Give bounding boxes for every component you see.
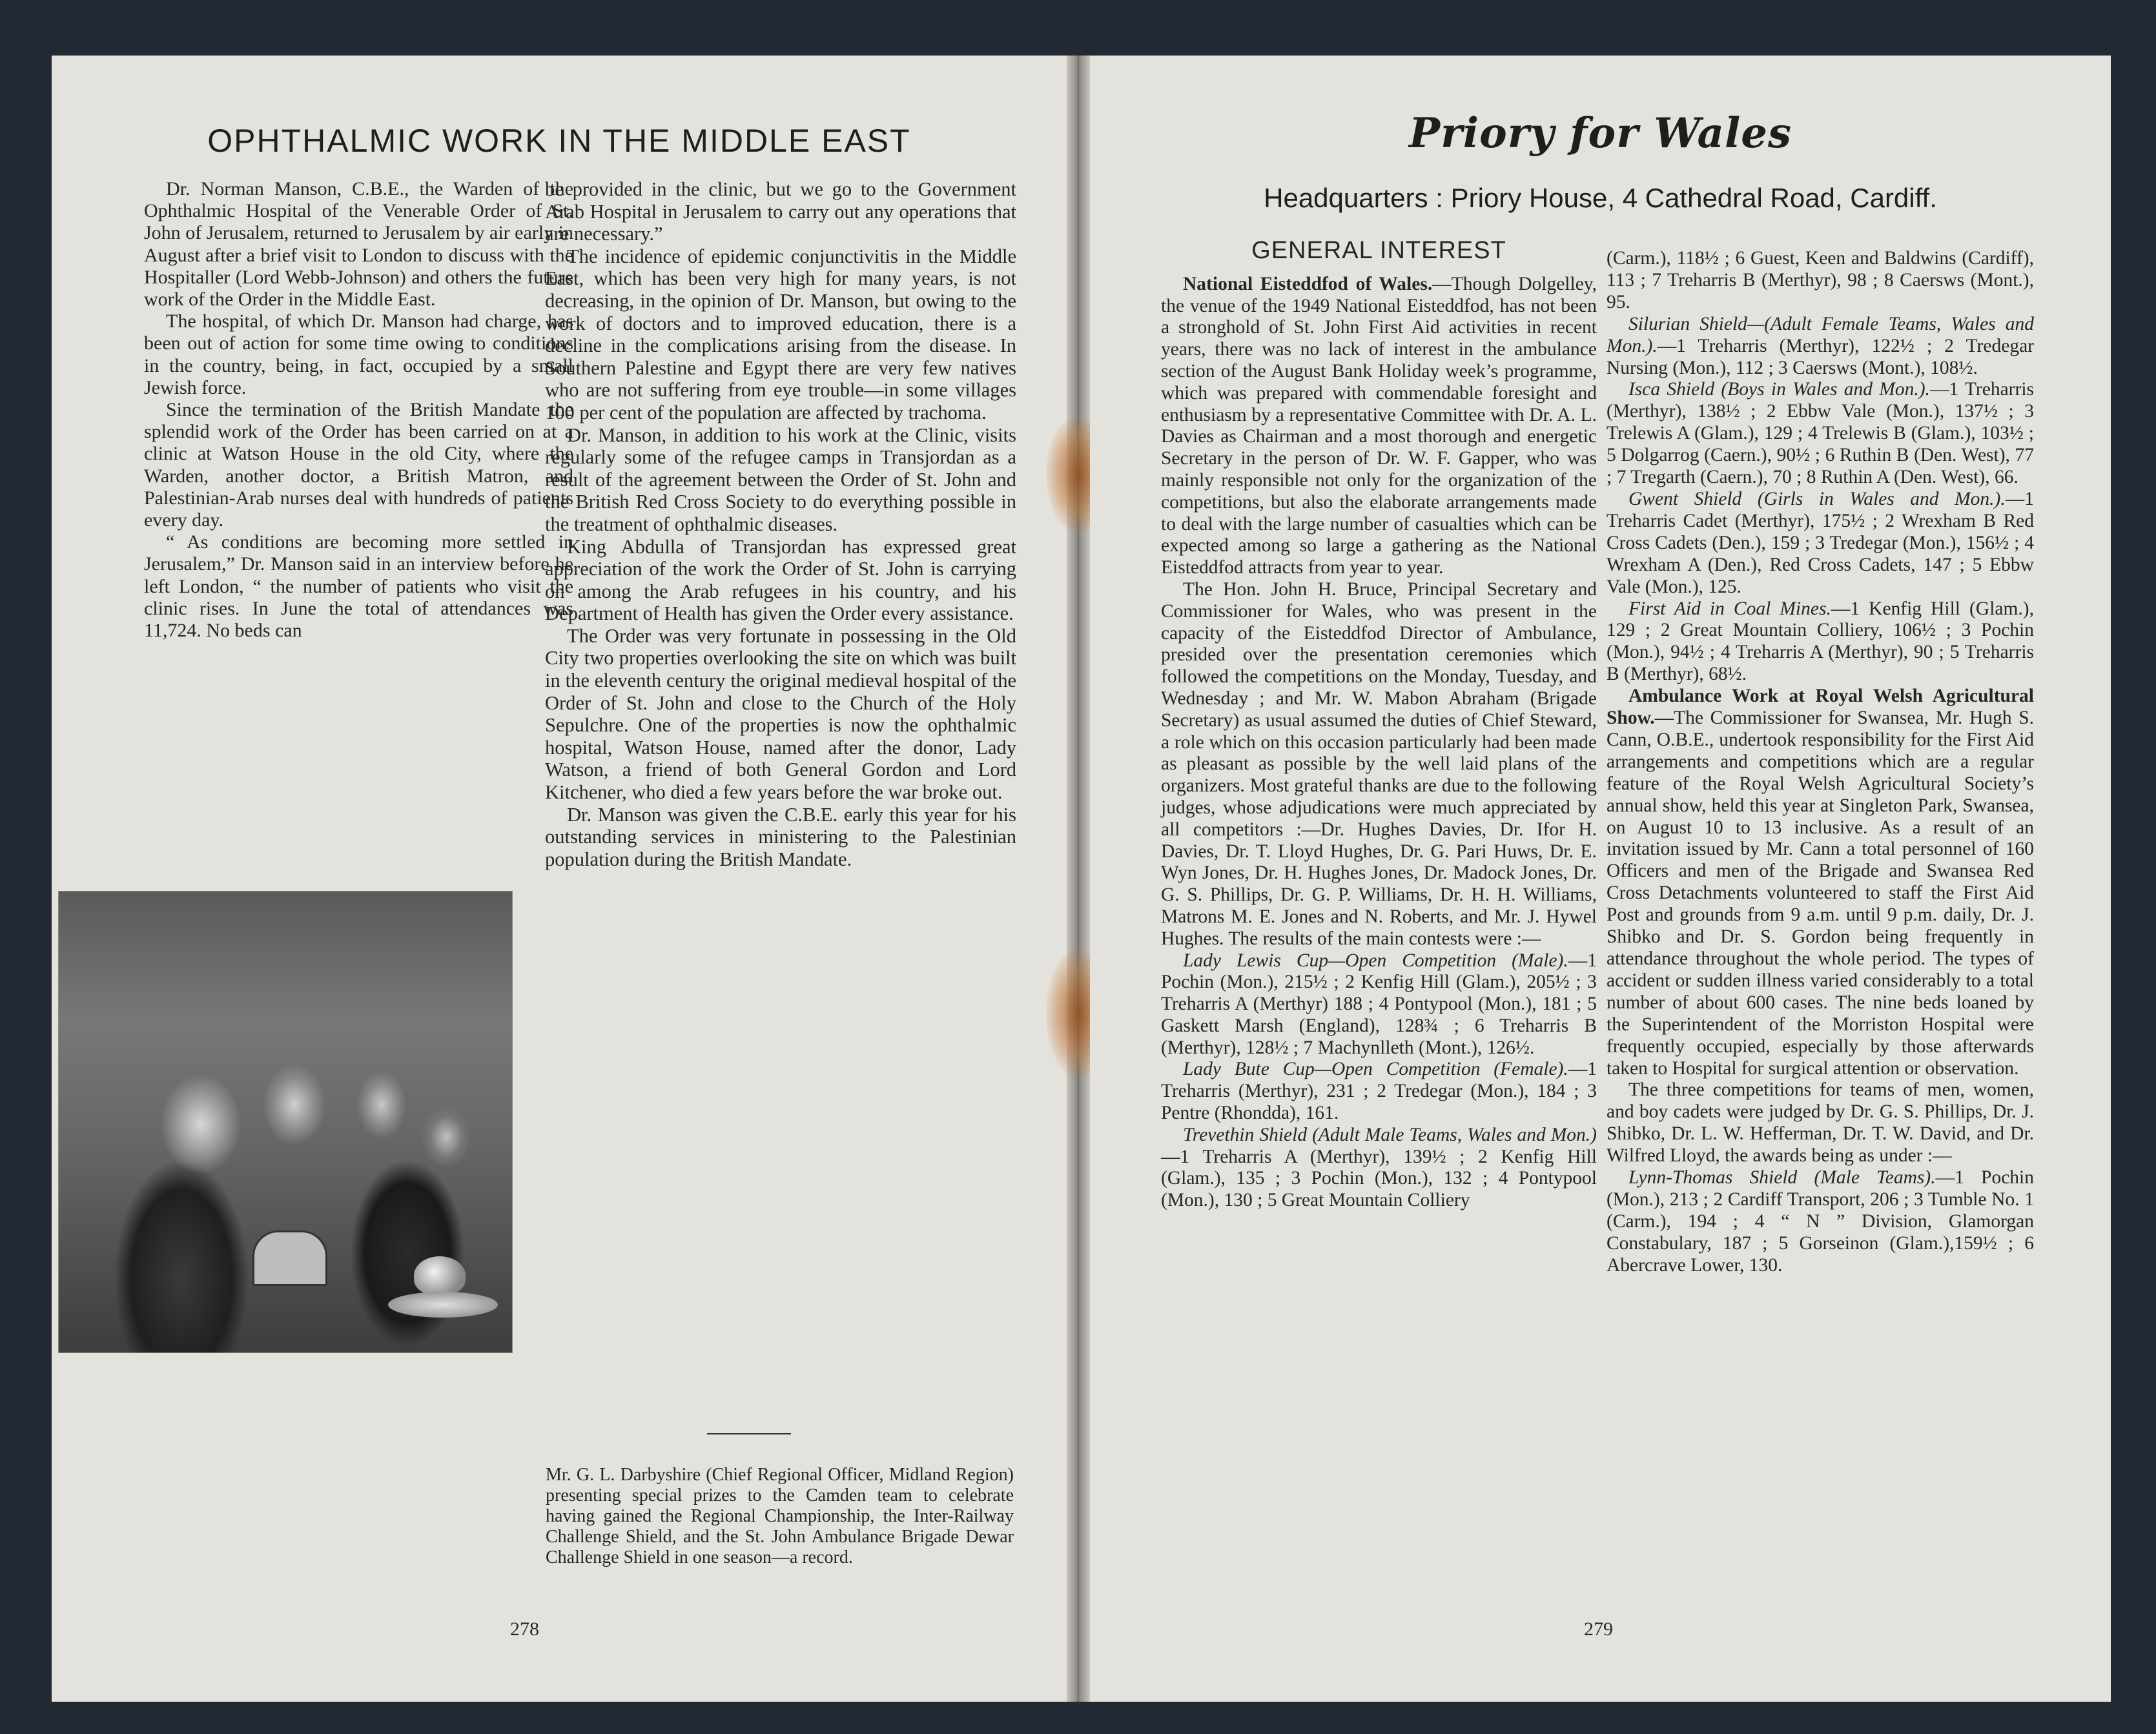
left-page bbox=[52, 56, 1067, 1702]
paragraph-text: —Though Dolgelley, the venue of the 1949 National Eisteddfod, has not been a stronghold of St. John First Aid activities in recent years, there was no lack of interest in the ambulance section of the August Bank Holiday week’s programme, which was prepared with commendable foresight and enthusiasm by a representative Committee with Dr. A. L. Davies as Chairman and a most thorough and energetic Secretary in the person of Dr. W. F. Gapper, who was mainly responsible not only for the organization of the competitions, but also the elaborate arrangements made to deal with the large number of casualties which can be expected among so large a gathering as the National Eisteddfod attracts from year to year. bbox=[1161, 273, 1597, 578]
paragraph-text: —1 Treharris (Merthyr), 231 ; 2 Tredegar (Mon.), 184 ; 3 Pentre (Rhondda), 161. bbox=[1161, 1059, 1597, 1124]
results-paragraph bbox=[1161, 1125, 1597, 1212]
headquarters-line: Headquarters : Priory House, 4 Cathedral Road, Cardiff. bbox=[1264, 183, 1937, 213]
caption-divider bbox=[707, 1433, 791, 1434]
page-number-right: 279 bbox=[1584, 1618, 1613, 1640]
left-col1-paragraph: The hospital, of which Dr. Manson had charge, has been out of action for some time owing to conditions in the country, being, in fact, occupied by a small Jewish force. bbox=[144, 311, 573, 398]
paragraph-text: —1 Pochin (Mon.), 215½ ; 2 Kenfig Hill (Glam.), 205½ ; 3 Treharris A (Merthyr) 188 ; 4 Pontypool (Mon.), 181 ; 5 Gaskett Marsh (England), 128¾ ; 6 Treharris B (Merthyr), 128½ ; 7 Machynlleth (Mont.), 126½. bbox=[1161, 950, 1597, 1058]
paragraph-text: (Carm.), 118½ ; 6 Guest, Keen and Baldwins (Cardiff), 113 ; 7 Treharris B (Merthyr), 98 ; 8 Caersws (Mont.), 95. bbox=[1607, 248, 2034, 312]
competition-name: First Aid in Coal Mines. bbox=[1628, 598, 1831, 619]
left-col2-paragraph: The Order was very fortunate in possessing in the Old City two properties overlooking the site on which was built in the eleventh century the original medieval hospital of the Order of St. John and close to the Church of the Holy Sepulchre. One of the properties is now the ophthalmic hospital, Watson House, named after the donor, Lady Watson, a friend of both General Gordon and Lord Kitchener, who died a few years before the war broke out. bbox=[545, 624, 1016, 804]
results-paragraph bbox=[1161, 579, 1597, 950]
results-paragraph bbox=[1161, 950, 1597, 1059]
presentation-photo bbox=[58, 891, 513, 1353]
right-column-2 bbox=[1607, 248, 2034, 1277]
paragraph-text: —1 Treharris Cadet (Merthyr), 175½ ; 2 Wrexham B Red Cross Cadets (Den.), 159 ; 3 Tredegar (Mon.), 156½ ; 4 Wrexham A (Den.), Red Cross Cadets, 147 ; 5 Ebbw Vale (Mon.), 125. bbox=[1607, 488, 2034, 597]
paragraph-text: The Hon. John H. Bruce, Principal Secretary and Commissioner for Wales, who was present in the capacity of the Eisteddfod Director of Ambulance, presided over the presentation ceremonies which followed the competitions on the Monday, Tuesday, and Wednesday ; and Mr. W. Mabon Abraham (Brigade Secretary) as usual assumed the duties of Chief Steward, a role which on this occasion particularly had been made as pleasant as possible by the well laid plans of the organizers. Most grateful thanks are due to the following judges, whose adjudications were much appreciated by all competitors :—Dr. Hughes Davies, Dr. Ifor H. Davies, Dr. T. Lloyd Hughes, Dr. G. Pari Huws, Dr. E. Wyn Jones, Dr. H. Hughes Jones, Dr. Madock Jones, Dr. G. S. Phillips, Dr. G. P. Williams, Dr. H. H. Williams, Matrons M. E. Jones and N. Roberts, and Mr. J. Hywel Hughes. The results of the main contests were :— bbox=[1161, 578, 1597, 949]
results-paragraph bbox=[1161, 1059, 1597, 1124]
competition-name: Lady Lewis Cup—Open Competition (Male). bbox=[1183, 950, 1568, 971]
left-column-1 bbox=[144, 178, 573, 642]
competition-name: Trevethin Shield (Adult Male Teams, Wales and Mon.) bbox=[1183, 1124, 1597, 1145]
results-paragraph bbox=[1607, 686, 2034, 1079]
paragraph-text: —1 Treharris A (Merthyr), 139½ ; 2 Kenfig Hill (Glam.), 135 ; 3 Pochin (Mon.), 132 ; 4 Pontypool (Mon.), 130 ; 5 Great Mountain Colliery bbox=[1161, 1146, 1597, 1211]
section-heading: GENERAL INTEREST bbox=[1251, 237, 1506, 264]
left-col1-paragraph: Dr. Norman Manson, C.B.E., the Warden of the Ophthalmic Hospital of the Venerable Order of St. John of Jerusalem, returned to Jerusalem by air early in August after a brief visit to London to discuss with the Hospitaller (Lord Webb-Johnson) and others the future work of the Order in the Middle East. bbox=[144, 178, 573, 311]
page-number-left: 278 bbox=[510, 1618, 539, 1640]
left-col1-paragraph: “ As conditions are becoming more settled in Jerusalem,” Dr. Manson said in an interview before he left London, “ the number of patients who visit the clinic rises. In June the total of attendances was 11,724. No beds can bbox=[144, 531, 573, 642]
paragraph-text: —The Commissioner for Swansea, Mr. Hugh S. Cann, O.B.E., undertook responsibility for the First Aid arrangements and competitions which are a regular feature of the Royal Welsh Agricultural Society’s annual show, held this year at Singleton Park, Swansea, on August 10 to 13 inclusive. As a result of an invitation issued by Mr. Cann a total personnel of 160 Officers and men of the Brigade and Swansea Red Cross Detachments volunteered to staff the First Aid Post and grounds from 9 a.m. until 9 p.m. daily, Dr. J. Shibko and Dr. S. Gordon being frequently in attendance throughout the whole period. The types of accident or sudden illness varied considerably to a total number of about 600 cases. The nine beds loaned by the Superintendent of the Morriston Hospital were frequently occupied, especially by those afterwards taken to Hospital for surgical attention or observation. bbox=[1607, 708, 2034, 1079]
paragraph-lead: National Eisteddfod of Wales. bbox=[1183, 273, 1433, 294]
shield-trophy-icon bbox=[252, 1230, 327, 1286]
results-paragraph bbox=[1607, 489, 2034, 598]
priory-title: Priory for Wales bbox=[1408, 109, 1792, 158]
competition-name: Isca Shield (Boys in Wales and Mon.). bbox=[1628, 379, 1930, 400]
left-col2-paragraph: be provided in the clinic, but we go to the Government Arab Hospital in Jerusalem to carry out any operations that are necessary.” bbox=[545, 178, 1016, 245]
competition-name: Silurian Shield—(Adult Female Teams, Wales and Mon.). bbox=[1607, 313, 2034, 356]
results-paragraph bbox=[1607, 314, 2034, 380]
results-paragraph bbox=[1607, 598, 2034, 686]
teapot-icon bbox=[414, 1256, 466, 1295]
right-column-1 bbox=[1161, 237, 1597, 1212]
results-paragraph bbox=[1607, 379, 2034, 489]
article-title: OPHTHALMIC WORK IN THE MIDDLE EAST bbox=[207, 123, 911, 159]
left-col2-paragraph: Dr. Manson was given the C.B.E. early this year for his outstanding services in ministering to the Palestinian population during the British Mandate. bbox=[545, 803, 1016, 870]
left-column-2 bbox=[545, 178, 1016, 870]
left-col2-paragraph: King Abdulla of Transjordan has expressed great appreciation of the work the Order of St. John is carrying on among the Arab refugees in his country, and his Department of Health has given the Order every assistance. bbox=[545, 535, 1016, 625]
results-paragraph bbox=[1607, 1079, 2034, 1167]
paragraph-text: —1 Treharris (Merthyr), 122½ ; 2 Tredegar Nursing (Mon.), 112 ; 3 Caersws (Mont.), 108½. bbox=[1607, 335, 2034, 378]
tray-icon bbox=[388, 1292, 498, 1318]
paragraph-lead: Ambulance Work at Royal Welsh Agricultural Show. bbox=[1607, 686, 2034, 729]
results-paragraph bbox=[1607, 1167, 2034, 1277]
paragraph-text: —1 Kenfig Hill (Glam.), 129 ; 2 Great Mountain Colliery, 106½ ; 3 Pochin (Mon.), 94½ ; 4 Treharris A (Merthyr), 90 ; 5 Treharris B (Merthyr), 68½. bbox=[1607, 598, 2034, 685]
left-col2-paragraph: Dr. Manson, in addition to his work at the Clinic, visits regularly some of the refugee camps in Transjordan as a result of the agreement between the Order of St. John and the British Red Cross Society to do everything possible in the treatment of ophthalmic diseases. bbox=[545, 423, 1016, 535]
book-gutter bbox=[1067, 56, 1090, 1702]
competition-name: Lynn-Thomas Shield (Male Teams). bbox=[1628, 1167, 1936, 1188]
results-paragraph bbox=[1161, 274, 1597, 579]
competition-name: Gwent Shield (Girls in Wales and Mon.). bbox=[1628, 488, 2006, 509]
right-column-1-body bbox=[1161, 274, 1597, 1212]
right-page bbox=[1090, 56, 2111, 1702]
photo-caption: Mr. G. L. Darbyshire (Chief Regional Officer, Midland Region) presenting special prizes to the Camden team to celebrate having gained the Regional Championship, the Inter-Railway Challenge Shield, and the St. John Ambulance Brigade Dewar Challenge Shield in one season—a record. bbox=[546, 1465, 1014, 1567]
competition-name: Lady Bute Cup—Open Competition (Female). bbox=[1183, 1059, 1568, 1080]
left-col2-paragraph: The incidence of epidemic conjunctivitis in the Middle East, which has been very high for many years, is not decreasing, in the opinion of Dr. Manson, but owing to the work of doctors and to improved education, there is a decline in the complications arising from the disease. In Southern Palestine and Egypt there are very few natives who are not suffering from eye trouble—in some villages 100 per cent of the population are affected by trachoma. bbox=[545, 245, 1016, 423]
results-paragraph bbox=[1607, 248, 2034, 314]
paragraph-text: —1 Treharris (Merthyr), 138½ ; 2 Ebbw Vale (Mon.), 137½ ; 3 Trelewis A (Glam.), 129 ; 4 Trelewis B (Glam.), 103½ ; 5 Dolgarrog (Caern.), 90½ ; 6 Ruthin B (Den. West), 77 ; 7 Tregarth (Caern.), 70 ; 8 Ruthin A (Den. West), 66. bbox=[1607, 379, 2034, 488]
paragraph-text: —1 Pochin (Mon.), 213 ; 2 Cardiff Transport, 206 ; 3 Tumble No. 1 (Carm.), 194 ; 4 “ N ” Division, Glamorgan Constabulary, 187 ; 5 Gorseinon (Glam.),159½ ; 6 Abercrave Lower, 130. bbox=[1607, 1167, 2034, 1276]
left-col1-paragraph: Since the termination of the British Mandate the splendid work of the Order has been carried on at a clinic at Watson House in the old City, where the Warden, another doctor, a British Matron, and Palestinian-Arab nurses deal with hundreds of patients every day. bbox=[144, 399, 573, 531]
paragraph-text: The three competitions for teams of men, women, and boy cadets were judged by Dr. G. S. Phillips, Dr. J. Shibko, Dr. L. W. Hefferman, Dr. T. W. David, and Dr. Wilfred Lloyd, the awards being as under :— bbox=[1607, 1079, 2034, 1167]
